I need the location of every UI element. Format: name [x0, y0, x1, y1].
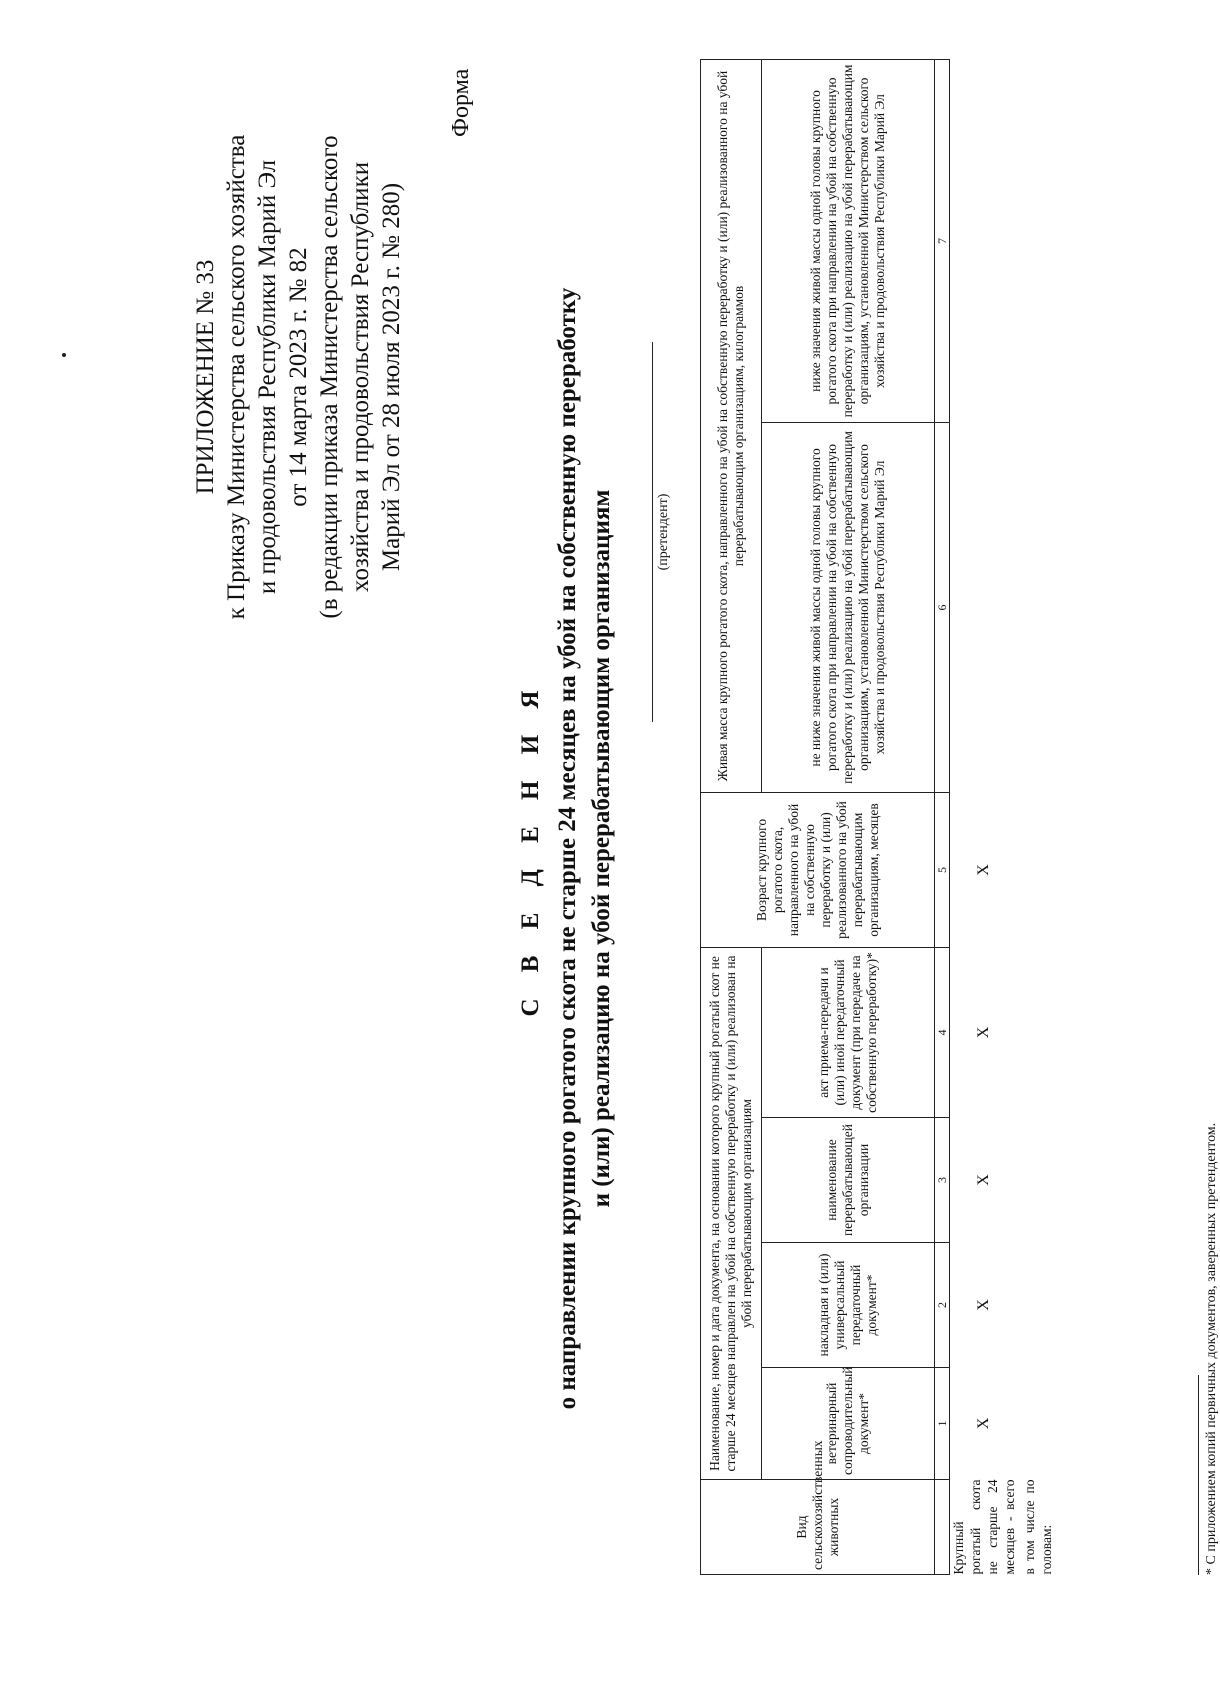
appendix-line: хозяйства и продовольствия Республики [347, 161, 374, 593]
header-documents-group: Наименование, номер и дата документа, на основании которого крупный рогатый скот не старше 24 месяцев направлен на убой на собственную переработку и (или) реализован на убой перерабатывающим организациям [701, 947, 762, 1479]
empty-cell [1018, 947, 1058, 1117]
column-number [935, 1480, 950, 1575]
header-weight-group: Живая масса крупного рогатого скота, направленного на убой на собственную переработку и (или) реализованного на убой перерабатывающим организациям, килограммов [701, 59, 762, 792]
row-total-label: Крупный рогатый скота не старше 24 месяцев - всего [951, 1479, 1017, 1575]
appendix-line: от 14 марта 2023 г. № 82 [285, 247, 312, 507]
data-table [700, 59, 1058, 1575]
header-animal-type: Вид сельскохозяйственных животных [701, 1480, 935, 1575]
header-weight-below: ниже значения живой массы одной головы крупного рогатого скота при направлении на убой на собственную переработку и (или) реализацию на убой перерабатывающим организациям, установленной Министерством сельского хозяйства и продовольствия Республики Марий Эл [762, 59, 935, 422]
column-number: 2 [935, 1243, 950, 1368]
empty-cell [1018, 1368, 1058, 1480]
subtitle-line: и (или) реализацию на убой перерабатывающим организациям [588, 489, 615, 1208]
appendix-line: ПРИЛОЖЕНИЕ № 33 [192, 259, 219, 495]
cross-mark: Х [975, 1299, 992, 1311]
header-weight-not-below: не ниже значения живой массы одной головы крупного рогатого скота при направлении на убой на собственную переработку и (или) реализацию на убой перерабатывающим организациям, установленной Министерством сельского хозяйства и продовольствия Республики Марий Эл [762, 422, 935, 792]
form-label: Форма [448, 68, 474, 137]
empty-cell [950, 59, 1019, 422]
title-main: С В Е Д Е Н И Я [517, 680, 544, 1017]
empty-cell [1018, 1118, 1058, 1243]
cross-mark: Х [975, 1026, 992, 1039]
empty-cell [1018, 422, 1058, 792]
empty-cell [1018, 59, 1058, 422]
header-processor-name: наименование перерабатывающей организации [762, 1118, 935, 1243]
appendix-line: и продовольствия Республики Марий Эл [254, 159, 281, 595]
cross-mark: Х [975, 1174, 992, 1186]
title-subtitle [551, 0, 619, 1697]
header-age: Возраст крупного рогатого скота, направленного на убой на собственную переработку и (или) реализованного на убой перерабатывающим организациям, месяцев [701, 792, 935, 947]
appendix-line: (в редакции приказа Министерства сельского [316, 135, 343, 619]
footnote-separator [1198, 1375, 1199, 1575]
pretender-caption: (претендент) [656, 493, 671, 571]
empty-cell [1018, 1243, 1058, 1368]
empty-cell [950, 422, 1019, 792]
header-transfer-act: акт приема-передачи и (или) иной передаточный документ (при передаче на собственную переработку)* [762, 947, 935, 1117]
appendix-line: Марий Эл от 28 июля 2023 г. № 280) [378, 182, 405, 572]
document-title [515, 0, 619, 1697]
header-waybill: накладная и (или) универсальный передаточный документ* [762, 1243, 935, 1368]
column-number: 3 [935, 1118, 950, 1243]
appendix-line: к Приказу Министерства сельского хозяйства [223, 134, 250, 620]
cross-mark: Х [975, 1417, 992, 1430]
row-heads-label: в том числе по головам: [1022, 1479, 1054, 1575]
appendix-block [190, 67, 407, 687]
column-number: 1 [935, 1368, 950, 1480]
footnote: * С приложением копий первичных документов, заверенных претендентом. [1204, 1122, 1219, 1575]
header-vet-document: ветеринарный сопроводительный документ* [762, 1368, 935, 1480]
column-number: 4 [935, 947, 950, 1117]
scan-dot [62, 353, 66, 357]
column-number: 7 [935, 59, 950, 422]
column-number: 5 [935, 792, 950, 947]
subtitle-line: о направлении крупного рогатого скота не старше 24 месяцев на убой на собственную переработку [554, 287, 581, 1410]
cross-mark: Х [975, 864, 992, 876]
column-number: 6 [935, 422, 950, 792]
empty-cell [1018, 792, 1058, 947]
pretender-underline [652, 342, 653, 722]
